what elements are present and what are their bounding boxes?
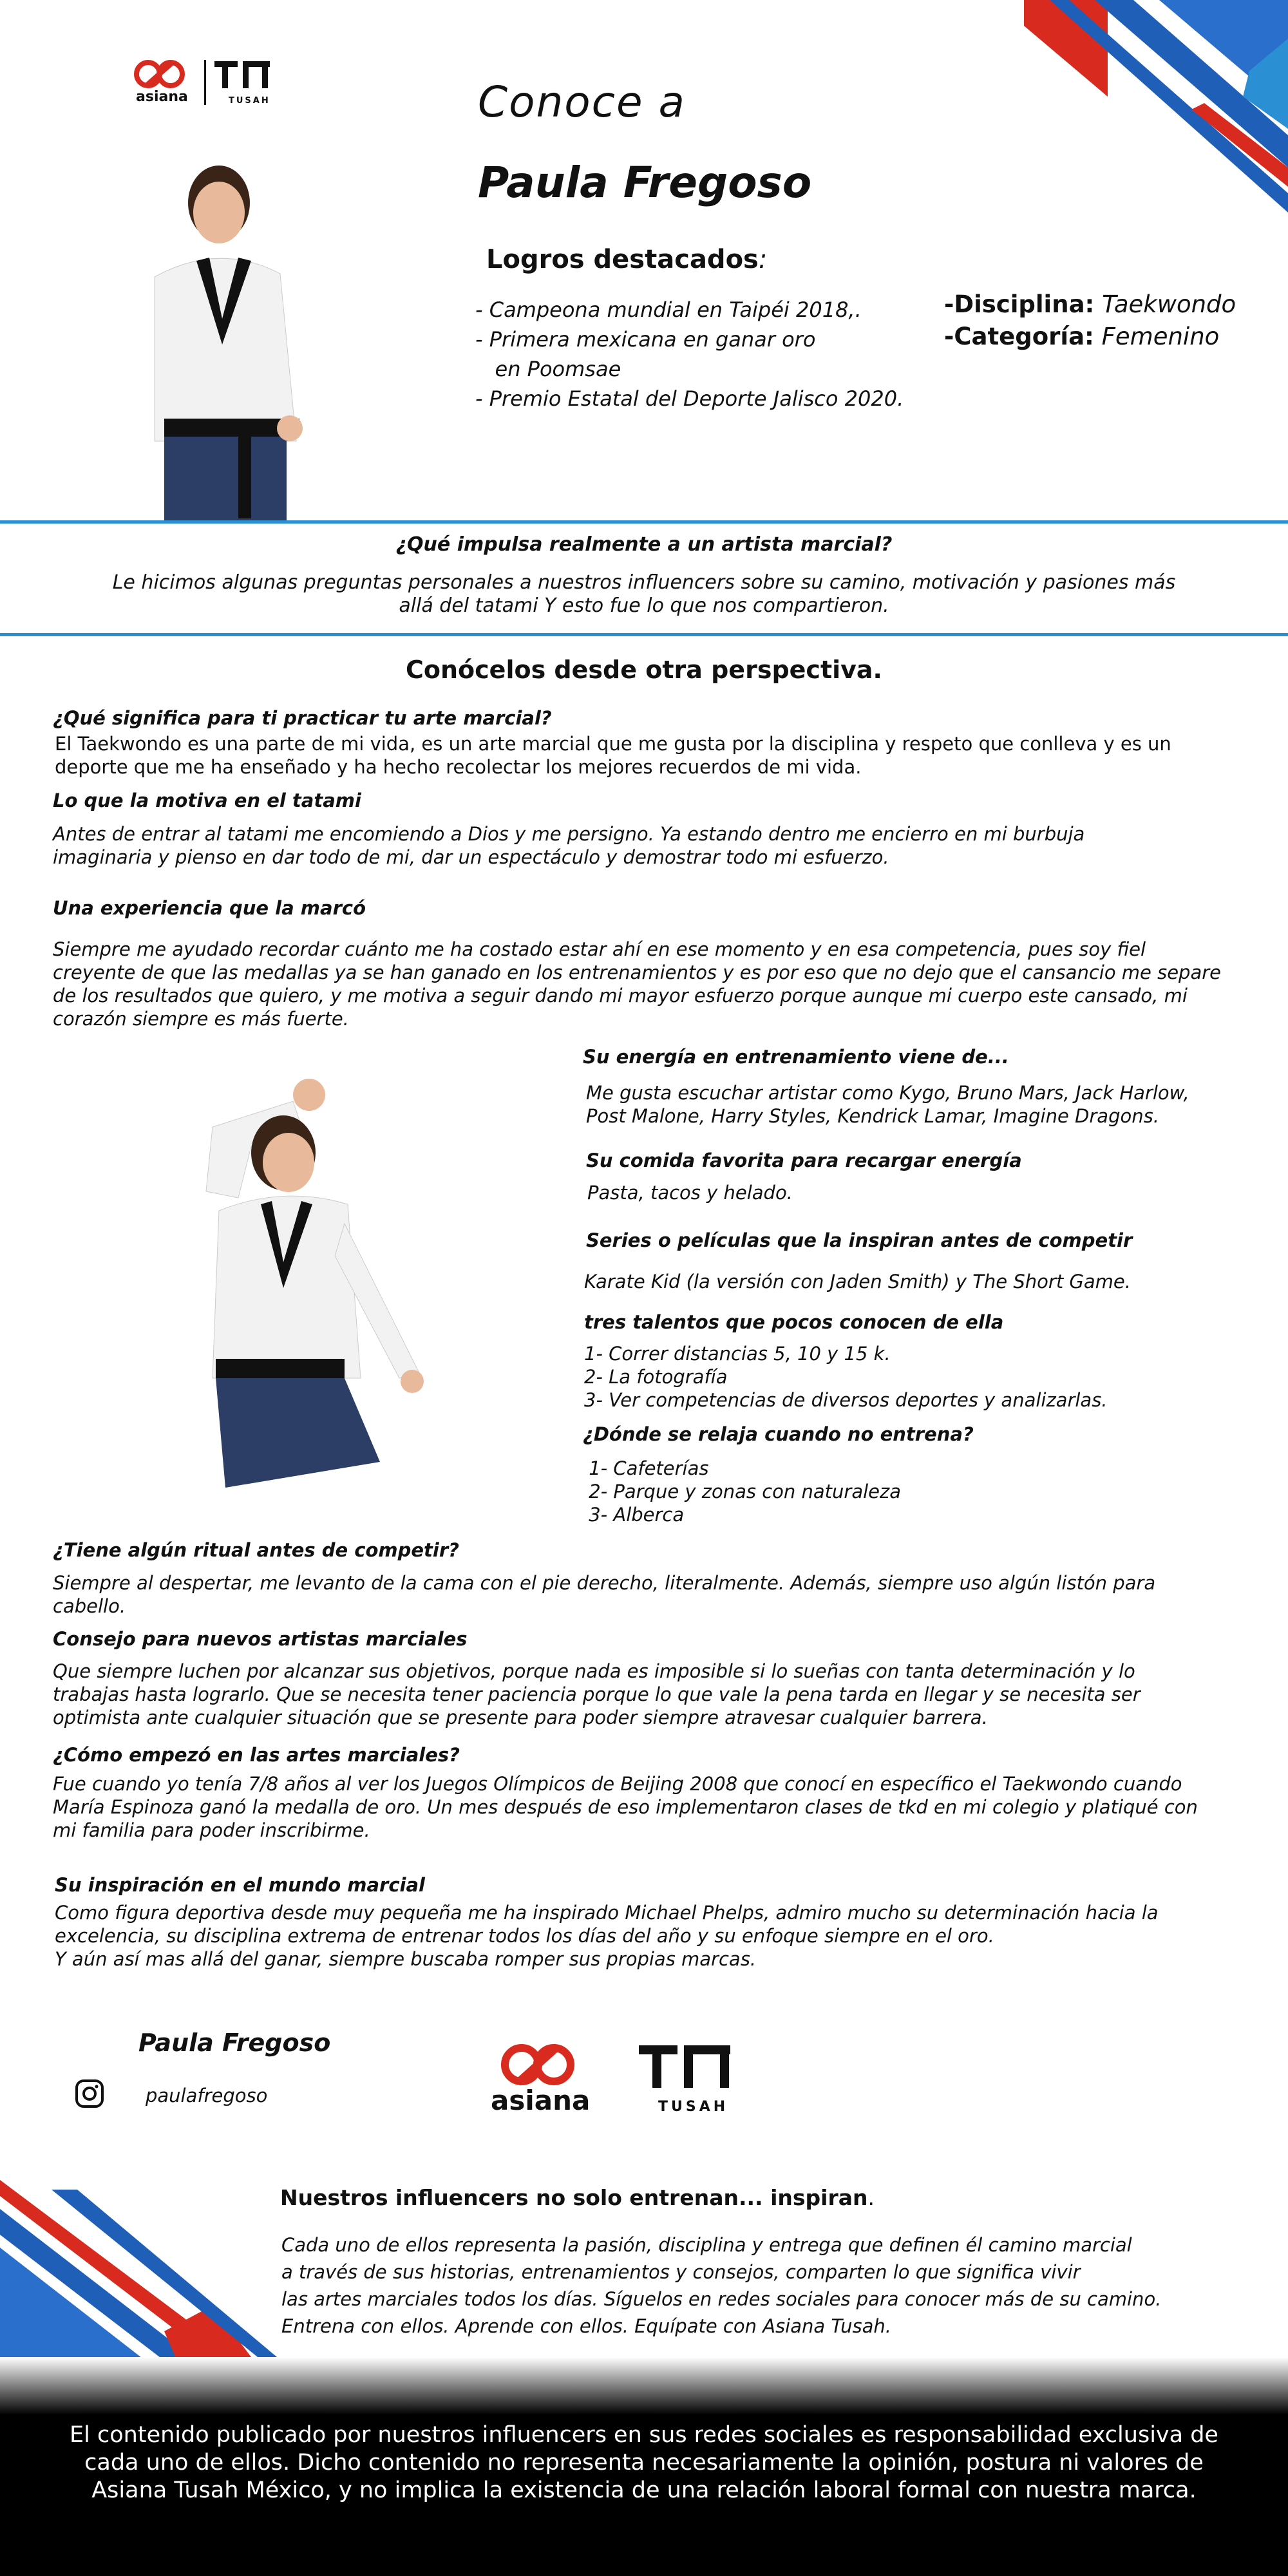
achievements-title: Logros destacados: — [486, 245, 768, 274]
achievements-list — [475, 295, 904, 413]
answer-text: El Taekwondo es una parte de mi vida, es un arte marcial que me gusta por la disciplina y respeto que conlleva y es un deporte que me ha enseñado y ha hecho recolectar los mejores recuerdos de mi vida. — [55, 733, 1171, 778]
question-heading: Consejo para nuevos artistas marciales — [53, 1628, 468, 1650]
answer-text: 1- Cafeterías 2- Parque y zonas con naturaleza 3- Alberca — [589, 1457, 901, 1526]
question-heading: Una experiencia que la marcó — [53, 897, 366, 919]
section-title: Conócelos desde otra perspectiva. — [406, 656, 882, 684]
intro-label: Conoce a — [478, 77, 686, 127]
question-heading: Lo que la motiva en el tatami — [53, 790, 361, 811]
page-title: Paula Fregoso — [478, 158, 812, 207]
svg-text:TUSAH: TUSAH — [658, 2099, 729, 2115]
instagram-icon[interactable] — [75, 2079, 104, 2108]
answer-text: Karate Kid (la versión con Jaden Smith) y The Short Game. — [584, 1271, 1131, 1293]
answer-text: 1- Correr distancias 5, 10 y 15 k. 2- La fotografía 3- Ver competencias de diversos deportes y analizarlas. — [584, 1343, 1108, 1411]
instagram-handle[interactable]: paulafregoso — [146, 2085, 268, 2107]
achievement-item: - Premio Estatal del Deporte Jalisco 2020. — [475, 386, 904, 411]
closing-text: Cada uno de ellos representa la pasión, disciplina y entrega que definen él camino marcial a través de sus historias, entrenamientos y consejos, comparten lo que significa vivir las artes marciales todos los días. Síguelos en redes sociales para conocer más de su camino. Entrena con ellos. Aprende con ellos. Equípate con Asiana Tusah. — [281, 2234, 1162, 2337]
svg-text:TUSAH: TUSAH — [229, 96, 270, 106]
question-heading: Su energía en entrenamiento viene de... — [583, 1046, 1009, 1068]
category-value: Femenino — [1101, 323, 1220, 350]
question-heading: ¿Cómo empezó en las artes marciales? — [53, 1744, 460, 1766]
asiana-tusah-logo — [132, 55, 290, 113]
disclaimer-text: El contenido publicado por nuestros influencers en sus redes sociales es responsabilidad exclusiva de cada uno de ellos. Dicho contenido no representa necesariamente la opinión, postura ni valores de Asiana Tusah México, y no implica la existencia de una relación laboral formal con nuestra marca. — [70, 2422, 1218, 2503]
discipline-value: Taekwondo — [1102, 290, 1236, 318]
question-heading: ¿Tiene algún ritual antes de competir? — [53, 1539, 459, 1561]
svg-text:asiana: asiana — [136, 89, 188, 105]
category-label: -Categoría: — [944, 323, 1094, 350]
answer-text: Me gusta escuchar artistar como Kygo, Bruno Mars, Jack Harlow, Post Malone, Harry Styles, Kendrick Lamar, Imagine Dragons. — [586, 1082, 1189, 1127]
closing-title: Nuestros influencers no solo entrenan... inspiran. — [280, 2185, 875, 2210]
athlete-photo-pose — [187, 1075, 457, 1507]
discipline-label: -Disciplina: — [944, 290, 1095, 318]
answer-text: Pasta, tacos y helado. — [587, 1182, 793, 1204]
banner-text: Le hicimos algunas preguntas personales a nuestros influencers sobre su camino, motivación y pasiones más allá del tatami Y esto fue lo que nos compartieron. — [112, 571, 1176, 617]
footer-athlete-name: Paula Fregoso — [138, 2029, 331, 2057]
answer-text: Que siempre luchen por alcanzar sus objetivos, porque nada es imposible si lo sueñas con tanta determinación y lo trabajas hasta lograrlo. Que se necesita tener paciencia porque lo que vale la pena tarda en llegar y se necesita ser optimista ante cualquier situación que se presente para poder siempre atravesar cualquier barrera. — [53, 1660, 1141, 1728]
achievement-item: en Poomsae — [475, 357, 621, 381]
answer-text: Como figura deportiva desde muy pequeña me ha inspirado Michael Phelps, admiro mucho su determinación hacia la excelencia, su disciplina extrema de entrenar todos los días del año y su enfoque siempre en el oro. Y aún así mas allá del ganar, siempre buscaba romper sus propias marcas. — [55, 1902, 1159, 1970]
achievement-item: - Primera mexicana en ganar oro — [475, 327, 816, 352]
answer-text: Siempre al despertar, me levanto de la cama con el pie derecho, literalmente. Además, siempre uso algún listón para cabello. — [53, 1572, 1156, 1617]
banner-question: ¿Qué impulsa realmente a un artista marcial? — [395, 533, 893, 556]
athlete-photo-standing — [129, 164, 328, 522]
question-heading: Su comida favorita para recargar energía — [586, 1150, 1022, 1171]
question-heading: ¿Qué significa para ti practicar tu arte marcial? — [53, 707, 552, 729]
svg-text:asiana: asiana — [491, 2085, 591, 2116]
answer-text: Antes de entrar al tatami me encomiendo a Dios y me persigno. Ya estando dentro me encierro en mi burbuja imaginaria y pienso en dar todo de mi, dar un espectáculo y demostrar todo mi esfuerzo. — [53, 823, 1085, 868]
discipline-info — [944, 289, 1236, 353]
asiana-tusah-logo-large — [489, 2040, 747, 2117]
question-heading: Su inspiración en el mundo marcial — [55, 1874, 425, 1896]
answer-text: Siempre me ayudado recordar cuánto me ha costado estar ahí en ese momento y en esa competencia, pues soy fiel creyente de que las medallas ya se han ganado en los entrenamientos y es por eso que no dejo que el cansancio me separe de los resultados que quiero, y me motiva a seguir dando mi mayor esfuerzo porque aunque mi cuerpo este cansado, mi corazón siempre es más fuerte. — [53, 938, 1221, 1030]
question-heading: Series o películas que la inspiran antes de competir — [586, 1229, 1133, 1251]
question-heading: ¿Dónde se relaja cuando no entrena? — [583, 1423, 974, 1445]
answer-text: Fue cuando yo tenía 7/8 años al ver los Juegos Olímpicos de Beijing 2008 que conocí en específico el Taekwondo cuando María Espinoza ganó la medalla de oro. Un mes después de eso implementaron clases de tkd en mi colegio y platiqué con mi familia para poder inscribirme. — [53, 1773, 1198, 1841]
achievement-item: - Campeona mundial en Taipéi 2018,. — [475, 298, 862, 322]
question-heading: tres talentos que pocos conocen de ella — [584, 1311, 1004, 1333]
